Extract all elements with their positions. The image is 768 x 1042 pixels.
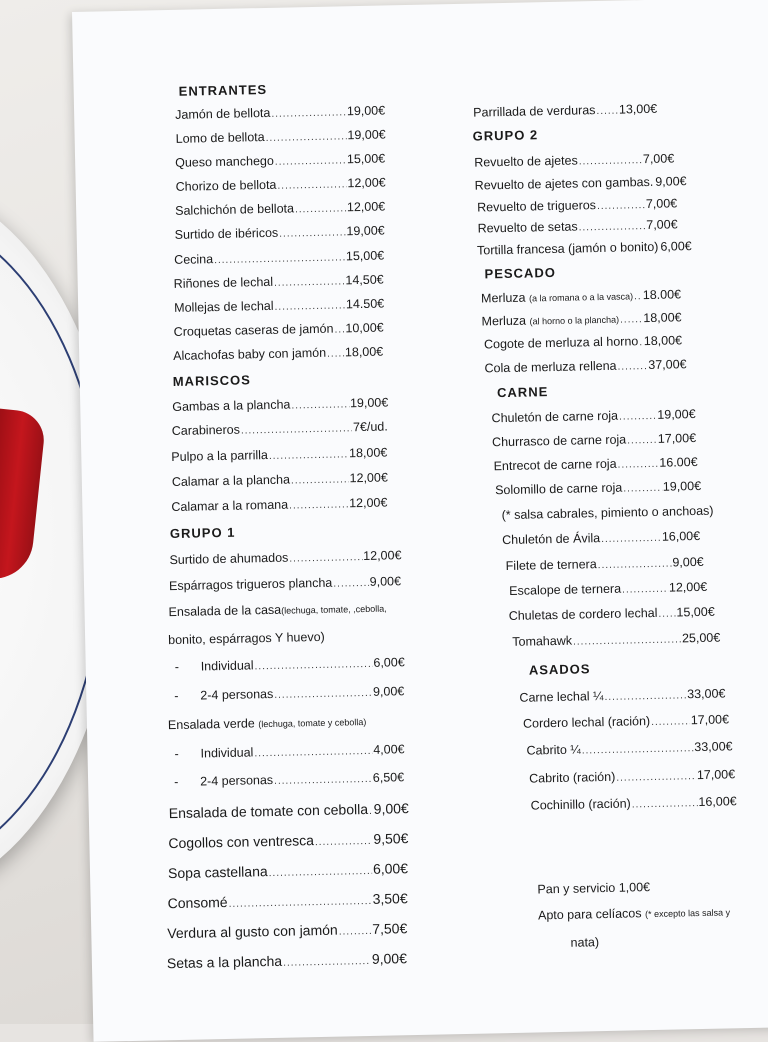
menu-item: Ensalada de tomate con cebolla ..... 9,00€ (169, 800, 409, 821)
menu-item: Croquetas caseras de jamón ..... 10,00€ (174, 321, 384, 339)
menu-item-ensalada-verde: Ensalada verde (lechuga, tomate y cebolla) (167, 716, 367, 733)
menu-item: Revuelto de trigueros ..... 7,00€ (477, 196, 677, 214)
menu-item: Calamar a la romana ..... 12,00€ (171, 496, 387, 515)
menu-item: - Individual ..... 6,00€ (175, 655, 405, 674)
menu-item: - Individual ..... 4,00€ (174, 742, 404, 761)
menu-item: Cordero lechal (ración) ..... 17,00€ (523, 712, 729, 730)
menu-item: Entrecot de carne roja ..... 16.00€ (493, 455, 697, 473)
menu-item: Merluza (al horno o la plancha) ..... 18,00€ (481, 310, 681, 328)
menu-item: Revuelto de setas ..... 7,00€ (477, 217, 677, 235)
menu-sheet (72, 0, 768, 1042)
celiac-note-cont: nata) (570, 935, 600, 950)
menu-item: Surtido de ahumados ..... 12,00€ (169, 548, 401, 567)
menu-item: Carne lechal ¼ ..... 33,00€ (519, 686, 725, 704)
menu-item: Cochinillo (ración) ..... 16,00€ (531, 794, 737, 812)
menu-item: Churrasco de carne roja ..... 17,00€ (492, 431, 696, 449)
section-heading-asados: ASADOS (528, 661, 591, 678)
menu-item: Cabrito (ración) ..... 17,00€ (529, 767, 735, 785)
menu-item: Solomillo de carne roja ..... 19,00€ (495, 479, 701, 497)
menu-item: Espárragos trigueros plancha ..... 9,00€ (169, 574, 401, 593)
menu-item: Cecina ..... 15,00€ (174, 249, 384, 267)
menu-item: Consomé ..... 3,50€ (168, 890, 408, 911)
menu-item: Chuletón de Ávila ..... 16,00€ (502, 529, 700, 547)
menu-item: Chuletas de cordero lechal ..... 15,00€ (509, 605, 715, 623)
carne-sauce-note: (* salsa cabrales, pimiento o anchoas) (501, 503, 714, 523)
menu-item: Revuelto de ajetes ..... 7,00€ (474, 151, 674, 169)
menu-item: Surtido de ibéricos ..... 19,00€ (175, 224, 385, 242)
section-heading-carne: CARNE (496, 384, 549, 401)
menu-item: Filete de ternera ..... 9,00€ (506, 555, 704, 573)
menu-item: Gambas a la plancha ..... 19,00€ (172, 395, 388, 414)
section-heading-grupo-2: GRUPO 2 (472, 127, 539, 144)
menu-item: Tomahawk ..... 25,00€ (512, 631, 720, 649)
menu-item: Queso manchego ..... 15,00€ (175, 151, 385, 169)
menu-item: Escalope de ternera ..... 12,00€ (509, 580, 707, 598)
menu-item: Parrillada de verduras ..... 13,00€ (473, 102, 657, 120)
menu-item: Jamón de bellota ..... 19,00€ (175, 103, 385, 121)
menu-item: Salchichón de bellota ..... 12,00€ (175, 199, 385, 217)
section-heading-grupo-1: GRUPO 1 (169, 524, 236, 542)
menu-item: - 2-4 personas ..... 9,00€ (174, 684, 404, 703)
menu-item-note: bonito, espárragos Y huevo) (168, 629, 325, 648)
menu-item: Sopa castellana ..... 6,00€ (168, 860, 408, 881)
menu-item: Chuletón de carne roja ..... 19,00€ (491, 407, 695, 425)
menu-item: Tortilla francesa (jamón o bonito) ..... 6,00€ (477, 239, 677, 257)
menu-item: Riñones de lechal ..... 14,50€ (174, 273, 384, 291)
section-heading-entrantes: ENTRANTES (178, 81, 268, 99)
menu-item-ensalada-casa: Ensalada de la casa(lechuga, tomate, ,cebolla, (168, 602, 387, 620)
section-heading-pescado: PESCADO (484, 264, 557, 282)
menu-item: - 2-4 personas ..... 6,50€ (174, 770, 404, 789)
menu-item: Revuelto de ajetes con gambas. ..... 9,00€ (475, 174, 675, 192)
menu-item: Calamar a la plancha ..... 12,00€ (172, 470, 388, 489)
menu-item: Setas a la plancha ..... 9,00€ (167, 950, 407, 971)
menu-item: Lomo de bellota ..... 19,00€ (176, 127, 386, 145)
menu-item: Cabrito ¼ ..... 33,00€ (526, 739, 732, 757)
menu-item: Mollejas de lechal ..... 14.50€ (174, 297, 384, 315)
section-heading-mariscos: MARISCOS (172, 372, 251, 389)
menu-item: Pulpo a la parrilla ..... 18,00€ (171, 445, 387, 464)
menu-item: Verdura al gusto con jamón ..... 7,50€ (167, 920, 407, 941)
celiac-note: Apto para celíacos (* excepto las salsa y (537, 906, 731, 923)
bread-service-note: Pan y servicio 1,00€ (537, 880, 651, 897)
menu-item: Cogollos con ventresca ..... 9,50€ (168, 830, 408, 851)
menu-item: Carabineros ..... 7€/ud. (172, 419, 388, 438)
menu-item: Merluza (a la romana o a la vasca) ..... 18.00€ (481, 287, 681, 305)
menu-item: Chorizo de bellota ..... 12,00€ (176, 175, 386, 193)
menu-item: Cogote de merluza al horno ..... 18,00€ (484, 333, 682, 351)
menu-item: Alcachofas baby con jamón ..... 18,00€ (173, 345, 383, 363)
menu-item: Cola de merluza rellena ..... 37,00€ (484, 357, 686, 375)
